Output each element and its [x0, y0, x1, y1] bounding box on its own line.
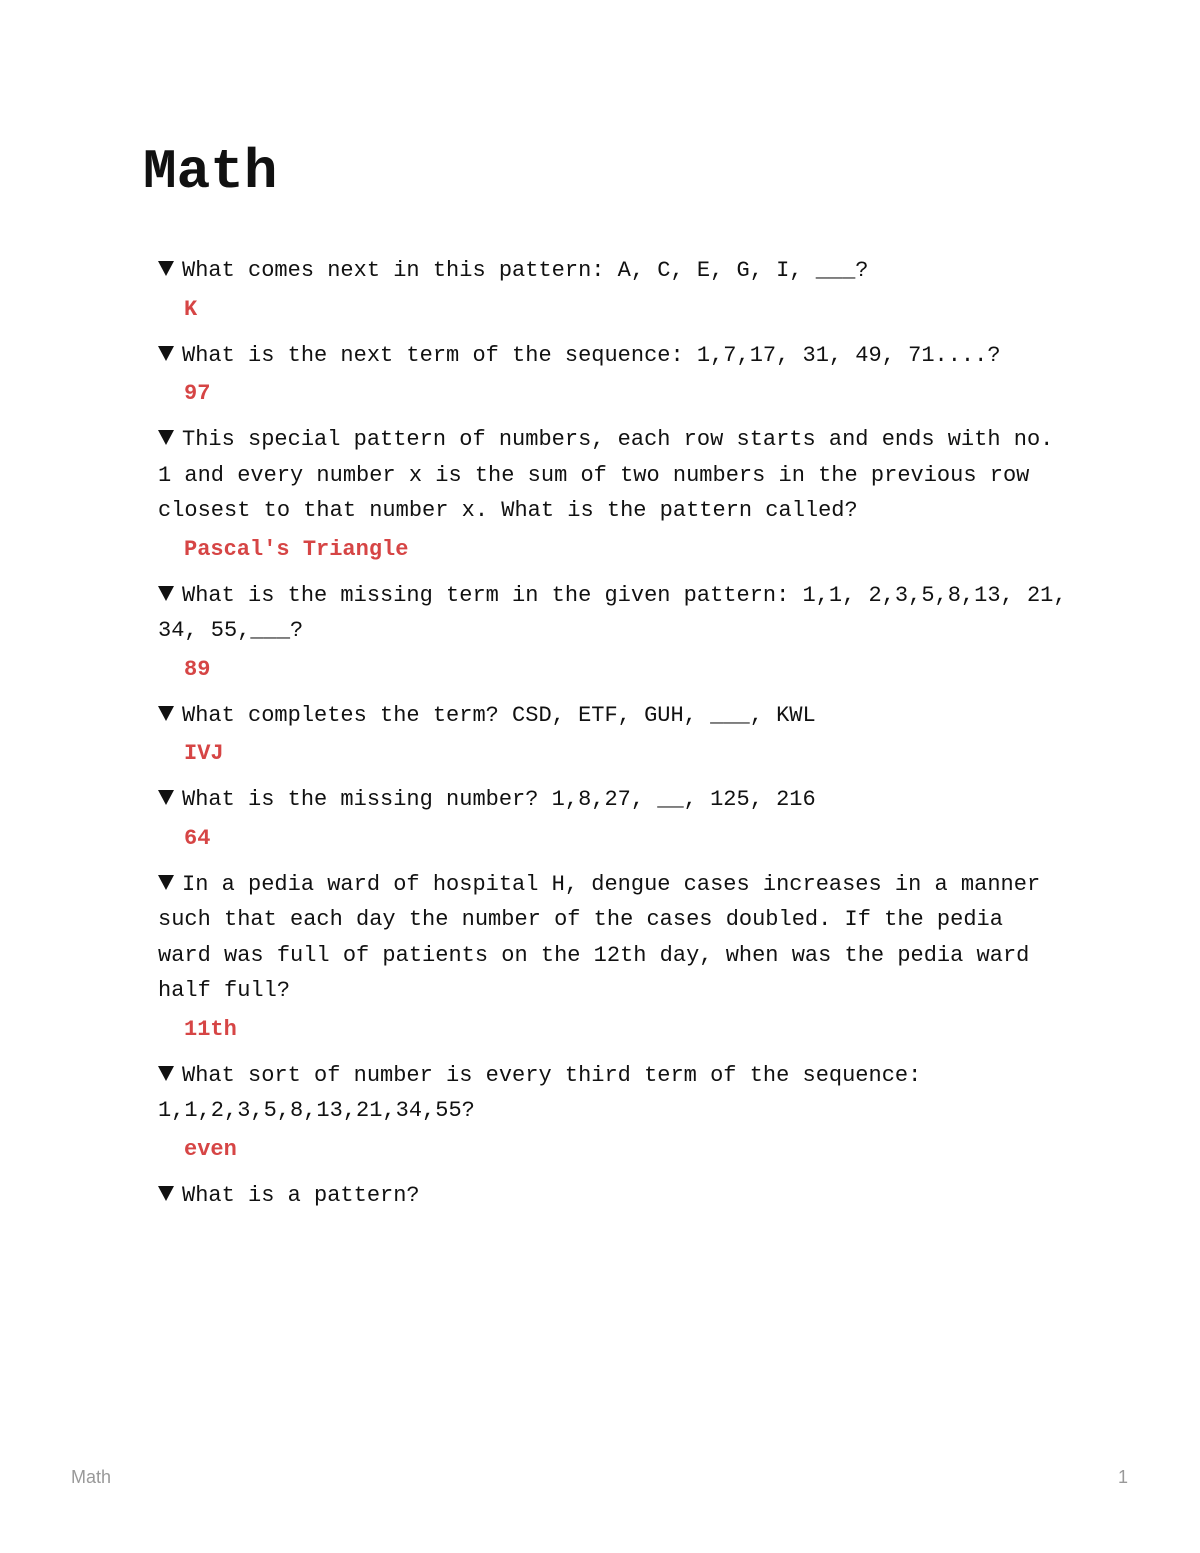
toggle-item: [158, 253, 1068, 325]
question-text: What sort of number is every third term of the sequence: 1,1,2,3,5,8,13,21,34,55?: [158, 1062, 922, 1123]
toggle-list: [158, 253, 1068, 1213]
triangle-down-icon[interactable]: [158, 586, 174, 601]
triangle-down-icon[interactable]: [158, 346, 174, 361]
triangle-down-icon[interactable]: [158, 790, 174, 805]
page-number: 1: [1117, 1467, 1128, 1487]
toggle-item: [158, 1058, 1068, 1165]
question-text: What completes the term? CSD, ETF, GUH, ___, KWL: [182, 702, 816, 728]
toggle-question[interactable]: [158, 1058, 1068, 1129]
toggle-answer: even: [184, 1136, 237, 1162]
toggle-item: [158, 1178, 1068, 1214]
toggle-answer: IVJ: [184, 741, 224, 766]
footer-title: Math: [71, 1467, 112, 1487]
triangle-down-icon[interactable]: [158, 1186, 174, 1201]
toggle-question[interactable]: [158, 422, 1068, 529]
toggle-item: [158, 782, 1068, 854]
toggle-item: [158, 422, 1068, 565]
toggle-question[interactable]: [158, 578, 1068, 649]
toggle-question[interactable]: [158, 782, 1068, 818]
toggle-item: [158, 338, 1068, 410]
toggle-item: [158, 698, 1068, 770]
question-text: What is the next term of the sequence: 1,7,17, 31, 49, 71....?: [182, 342, 1001, 368]
toggle-answer: 64: [184, 825, 211, 851]
toggle-answer: K: [184, 296, 198, 322]
page-title: Math: [143, 140, 278, 204]
question-text: What is the missing term in the given pattern: 1,1, 2,3,5,8,13, 21, 34, 55,___?: [158, 582, 1067, 643]
toggle-question[interactable]: [158, 1178, 1068, 1214]
triangle-down-icon[interactable]: [158, 1066, 174, 1081]
toggle-item: [158, 867, 1068, 1045]
toggle-item: [158, 578, 1068, 685]
toggle-question[interactable]: [158, 698, 1068, 734]
toggle-answer: 97: [184, 381, 211, 406]
triangle-down-icon[interactable]: [158, 706, 174, 721]
question-text: In a pedia ward of hospital H, dengue cases increases in a manner such that each day the number of the cases doubled. If the pedia ward was full of patients on the 12th day, when was the pedia ward half full?: [158, 871, 1041, 1003]
toggle-question[interactable]: [158, 867, 1068, 1009]
toggle-question[interactable]: [158, 338, 1068, 374]
triangle-down-icon[interactable]: [158, 261, 174, 276]
toggle-answer: Pascal's Triangle: [184, 536, 409, 562]
question-text: What is a pattern?: [182, 1182, 420, 1208]
triangle-down-icon[interactable]: [158, 430, 174, 445]
toggle-answer: 89: [184, 656, 211, 682]
question-text: What comes next in this pattern: A, C, E, G, I, ___?: [182, 258, 869, 283]
toggle-question[interactable]: [158, 253, 1068, 289]
question-text: What is the missing number? 1,8,27, __, 125, 216: [182, 787, 816, 812]
triangle-down-icon[interactable]: [158, 875, 174, 890]
question-text: This special pattern of numbers, each row starts and ends with no. 1 and every number x is the sum of two numbers in the previous row closest to that number x. What is the pattern called?: [158, 427, 1054, 523]
toggle-answer: 11th: [184, 1016, 237, 1042]
